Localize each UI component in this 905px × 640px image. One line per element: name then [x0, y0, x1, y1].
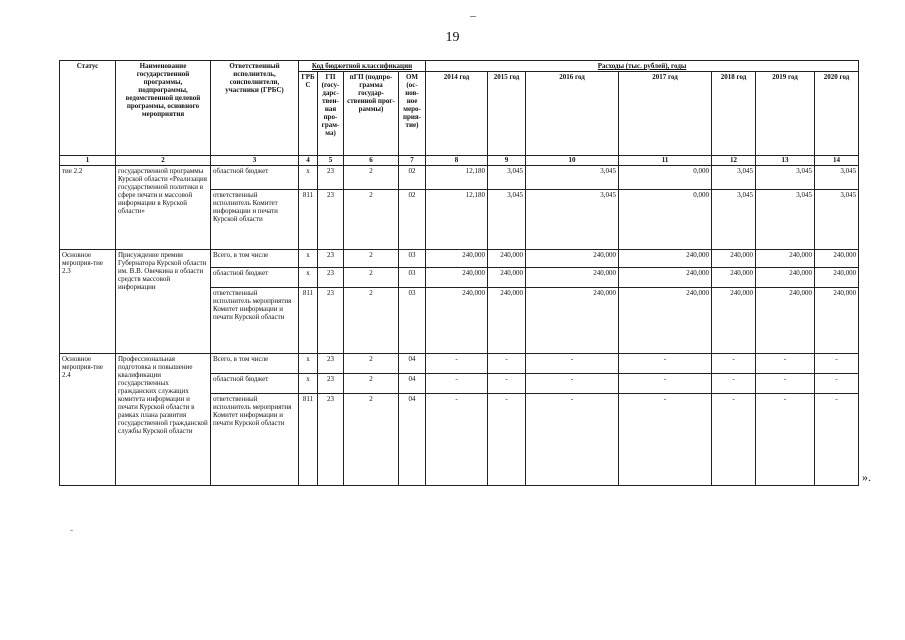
scan-mark	[470, 16, 476, 17]
row-value: 0,000	[619, 166, 712, 190]
row-value: -	[712, 354, 756, 374]
row-grbs: х	[299, 268, 318, 288]
row-value: 240,000	[488, 250, 526, 268]
row-value: 240,000	[526, 250, 619, 268]
row-name: Присуждение премии Губернатора Курской области им. В.В. Овечкина в области средств массовой информации	[116, 250, 211, 354]
row-value: 240,000	[488, 268, 526, 288]
row-value: -	[488, 374, 526, 394]
row-om: 04	[399, 354, 426, 374]
row-value: -	[712, 394, 756, 486]
row-gp: 23	[318, 250, 344, 268]
header-pgp: пГП (подпро-грамма государ-ственной прог-раммы)	[344, 72, 399, 156]
row-gp: 23	[318, 190, 344, 250]
row-status: тие 2.2	[60, 166, 116, 250]
header-om: ОМ (ос-нов-ное меро-прия-тие)	[399, 72, 426, 156]
column-number: 6	[344, 156, 399, 166]
header-code-group: Код бюджетной классификации	[299, 61, 426, 72]
header-status: Статус	[60, 61, 116, 156]
row-responsible: ответственный исполнитель мероприятия Комитет информации и печати Курской области	[211, 394, 299, 486]
row-responsible: Всего, в том числе	[211, 354, 299, 374]
column-number: 11	[619, 156, 712, 166]
row-value: -	[426, 354, 488, 374]
row-value: 3,045	[526, 190, 619, 250]
row-responsible: областной бюджет	[211, 268, 299, 288]
row-value: 240,000	[815, 268, 859, 288]
row-om: 03	[399, 250, 426, 268]
row-value: 12,180	[426, 190, 488, 250]
row-responsible: областной бюджет	[211, 374, 299, 394]
row-value: -	[426, 394, 488, 486]
header-name: Наименование государственной программы, подпрограммы, ведомственной целевой программы, основного мероприятия	[116, 61, 211, 156]
row-value: 240,000	[426, 250, 488, 268]
column-number: 4	[299, 156, 318, 166]
row-gp: 23	[318, 166, 344, 190]
budget-table	[59, 60, 859, 486]
header-year: 2019 год	[756, 72, 815, 156]
row-value: -	[619, 354, 712, 374]
row-pgp: 2	[344, 394, 399, 486]
row-om: 04	[399, 374, 426, 394]
row-value: -	[756, 374, 815, 394]
header-year: 2016 год	[526, 72, 619, 156]
row-value: -	[526, 354, 619, 374]
row-value: 3,045	[712, 166, 756, 190]
row-gp: 23	[318, 394, 344, 486]
row-name: Профессиональная подготовка и повышение квалификации государственных гражданских служащих комитета информации и печати Курской области в рамках плана развития государственной гражданской службы Курской области	[116, 354, 211, 486]
column-number: 3	[211, 156, 299, 166]
row-responsible: ответственный исполнитель Комитет информации и печати Курской области	[211, 190, 299, 250]
row-value: 3,045	[756, 166, 815, 190]
header-expenses-group: Расходы (тыс. рублей), годы	[426, 61, 859, 72]
row-value: 240,000	[756, 288, 815, 354]
row-gp: 23	[318, 268, 344, 288]
row-grbs: х	[299, 166, 318, 190]
row-value: 240,000	[712, 268, 756, 288]
scan-speck	[70, 530, 73, 531]
row-grbs: 811	[299, 190, 318, 250]
column-number: 1	[60, 156, 116, 166]
column-number: 9	[488, 156, 526, 166]
row-value: 240,000	[526, 288, 619, 354]
row-value: 240,000	[488, 288, 526, 354]
row-grbs: х	[299, 354, 318, 374]
column-number: 14	[815, 156, 859, 166]
header-gp: ГП (госу-дарс-твен-ная про-грам-ма)	[318, 72, 344, 156]
row-pgp: 2	[344, 190, 399, 250]
row-pgp: 2	[344, 354, 399, 374]
row-value: -	[815, 354, 859, 374]
header-grbs: ГРБ С	[299, 72, 318, 156]
row-om: 03	[399, 268, 426, 288]
row-name: государственной программы Курской области «Реализация государственной политики в сфере печати и массовой информации в Курской области»	[116, 166, 211, 250]
row-value: 240,000	[712, 288, 756, 354]
row-gp: 23	[318, 288, 344, 354]
column-number: 5	[318, 156, 344, 166]
row-pgp: 2	[344, 374, 399, 394]
column-number: 13	[756, 156, 815, 166]
table-row	[60, 166, 859, 190]
closing-quote-mark: ».	[862, 470, 871, 484]
table-row	[60, 250, 859, 268]
column-number: 10	[526, 156, 619, 166]
row-value: 3,045	[815, 166, 859, 190]
row-value: -	[526, 374, 619, 394]
row-gp: 23	[318, 354, 344, 374]
row-gp: 23	[318, 374, 344, 394]
row-value: -	[756, 394, 815, 486]
row-om: 03	[399, 288, 426, 354]
header-year: 2020 год	[815, 72, 859, 156]
row-pgp: 2	[344, 268, 399, 288]
header-year: 2014 год	[426, 72, 488, 156]
row-om: 04	[399, 394, 426, 486]
row-value: 240,000	[815, 250, 859, 268]
row-value: -	[619, 374, 712, 394]
row-value: -	[712, 374, 756, 394]
row-value: 240,000	[426, 268, 488, 288]
row-grbs: 811	[299, 394, 318, 486]
header-responsible: Ответственный исполнитель, соисполнители, участники (ГРБС)	[211, 61, 299, 156]
row-value: -	[756, 354, 815, 374]
row-grbs: 811	[299, 288, 318, 354]
row-value: 240,000	[712, 250, 756, 268]
header-year: 2015 год	[488, 72, 526, 156]
header-year: 2017 год	[619, 72, 712, 156]
row-om: 02	[399, 190, 426, 250]
row-value: 3,045	[756, 190, 815, 250]
row-status: Основное мероприя-тие 2.3	[60, 250, 116, 354]
row-value: 240,000	[756, 250, 815, 268]
row-responsible: Всего, в том числе	[211, 250, 299, 268]
row-value: -	[619, 394, 712, 486]
row-value: 3,045	[815, 190, 859, 250]
row-value: 0,000	[619, 190, 712, 250]
row-value: 3,045	[526, 166, 619, 190]
column-number-row	[60, 156, 859, 166]
page-number: 19	[445, 30, 460, 45]
row-value: 3,045	[488, 166, 526, 190]
column-number: 12	[712, 156, 756, 166]
table-row	[60, 354, 859, 374]
header-year: 2018 год	[712, 72, 756, 156]
row-value: 3,045	[712, 190, 756, 250]
row-grbs: х	[299, 374, 318, 394]
row-value: 240,000	[756, 268, 815, 288]
row-value: 240,000	[619, 268, 712, 288]
row-value: 240,000	[815, 288, 859, 354]
row-value: -	[526, 394, 619, 486]
column-number: 7	[399, 156, 426, 166]
table-header-row	[60, 61, 859, 72]
row-value: 240,000	[619, 250, 712, 268]
row-value: 3,045	[488, 190, 526, 250]
row-status: Основное мероприя-тие 2.4	[60, 354, 116, 486]
row-pgp: 2	[344, 166, 399, 190]
column-number: 2	[116, 156, 211, 166]
row-responsible: областной бюджет	[211, 166, 299, 190]
row-value: 12,180	[426, 166, 488, 190]
row-responsible: ответственный исполнитель мероприятия Комитет информации и печати Курской области	[211, 288, 299, 354]
row-value: -	[426, 374, 488, 394]
row-om: 02	[399, 166, 426, 190]
row-value: 240,000	[526, 268, 619, 288]
row-value: -	[488, 394, 526, 486]
row-pgp: 2	[344, 288, 399, 354]
column-number: 8	[426, 156, 488, 166]
row-value: -	[815, 394, 859, 486]
row-pgp: 2	[344, 250, 399, 268]
row-grbs: х	[299, 250, 318, 268]
row-value: 240,000	[619, 288, 712, 354]
row-value: 240,000	[426, 288, 488, 354]
row-value: -	[488, 354, 526, 374]
row-value: -	[815, 374, 859, 394]
